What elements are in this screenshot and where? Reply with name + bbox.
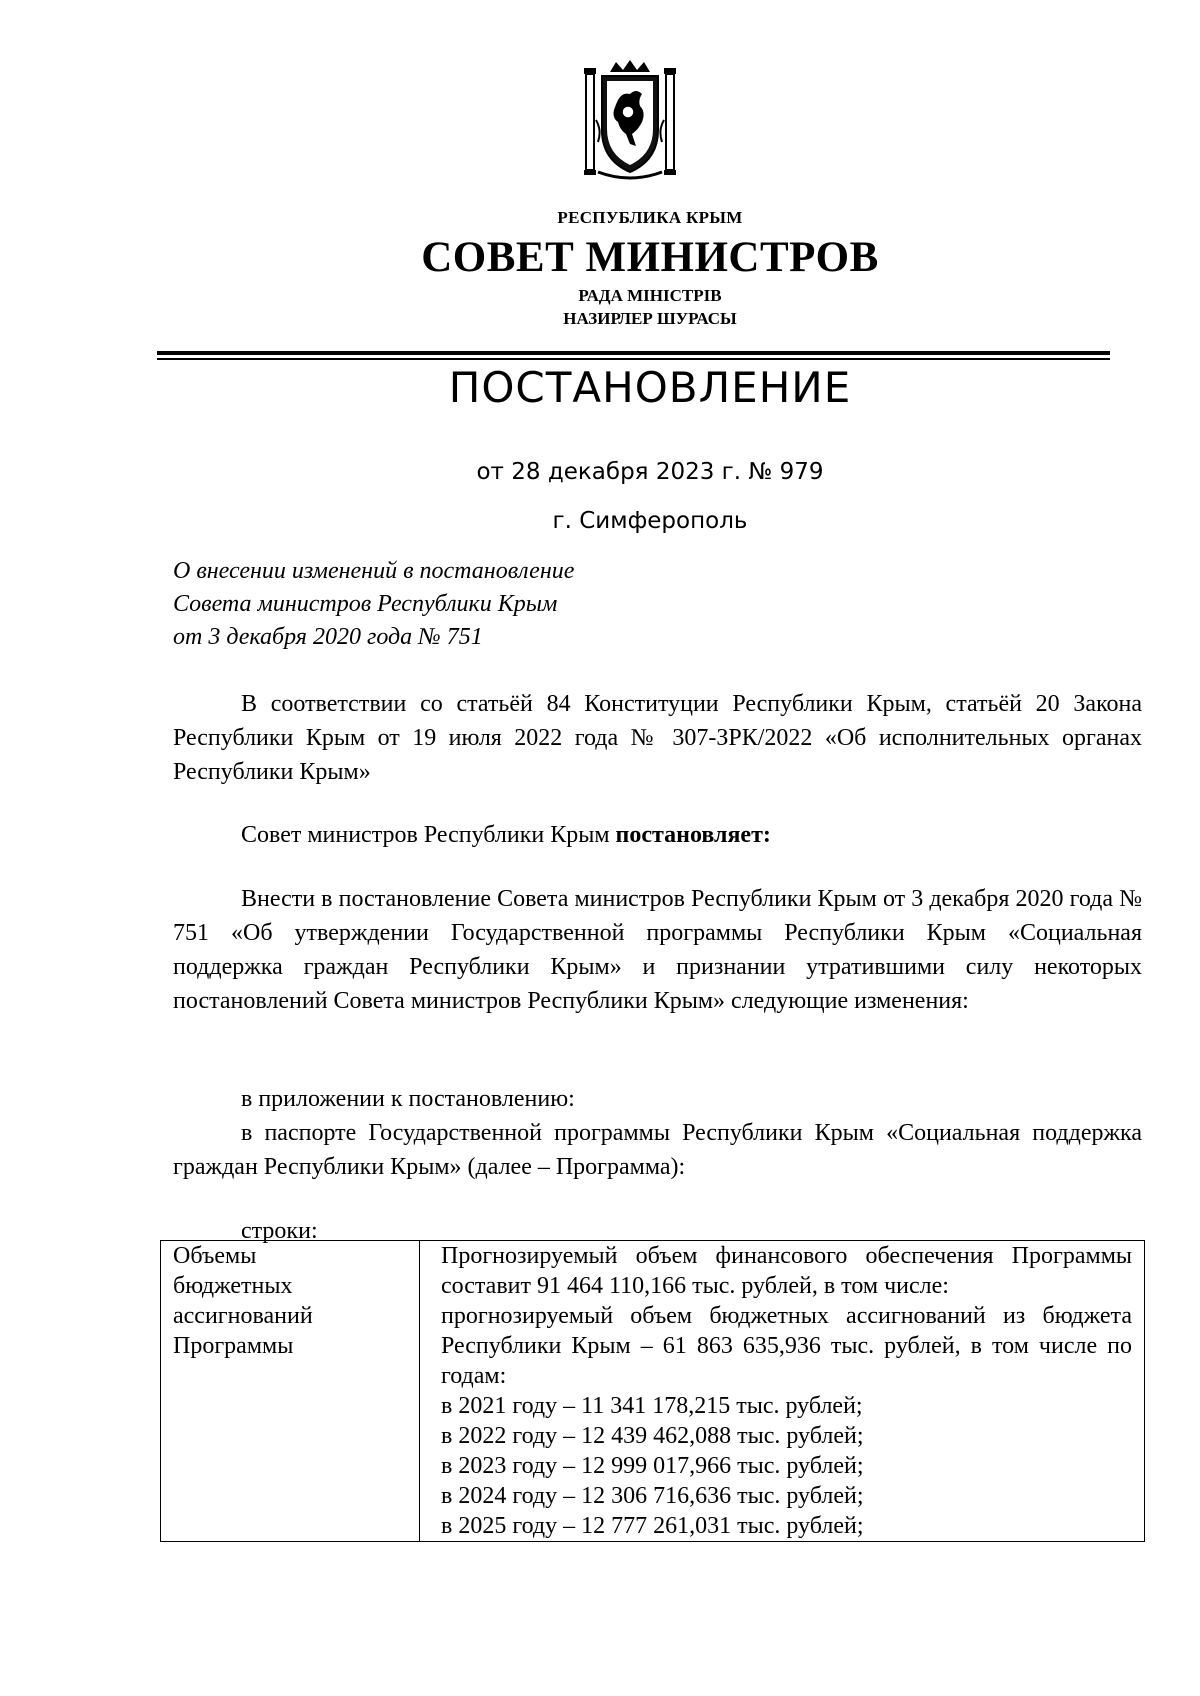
cell-label-line: ассигнований [173,1303,313,1329]
appendix-paragraph: в приложении к постановлению: [241,1086,575,1112]
program-funding-table [160,1240,1145,1542]
preamble-paragraph: В соответствии со статьёй 84 Конституции Республики Крым, статьёй 20 Закона Республики Крым от 19 июля 2022 года № 307-ЗРК/2022 «Об исполнительных органах Республики Крым» [173,691,1142,785]
header-divider-thin [157,358,1110,360]
cell-label-line: Объемы [173,1243,257,1269]
subject-line: от 3 декабря 2020 года № 751 [173,624,483,650]
document-date-number: от 28 декабря 2023 г. № 979 [476,459,824,485]
header-council-ua: РАДА МІНІСТРІВ [578,286,722,305]
funding-intro: Прогнозируемый объем финансового обеспечения Программы составит 91 464 110,166 тыс. рублей, в том числе: [441,1243,1132,1299]
coat-of-arms-emblem [582,60,678,184]
resolution-paragraph [173,818,1142,852]
header-council-crh: НАЗИРЛЕР ШУРАСЫ [563,309,737,328]
cell-label-line: бюджетных [173,1273,293,1299]
table-cell-label [161,1241,420,1542]
funding-budget: прогнозируемый объем бюджетных ассигнований из бюджета Республики Крым – 61 863 635,936 тыс. рублей, в том числе по годам: [441,1303,1132,1389]
header-council: СОВЕТ МИНИСТРОВ [421,234,879,281]
table-row [161,1241,1145,1542]
header-divider-thick [157,351,1110,355]
funding-year-line: в 2025 году – 12 777 261,031 тыс. рублей; [441,1513,864,1539]
document-title: ПОСТАНОВЛЕНИЕ [448,363,852,412]
document-city: г. Симферополь [552,508,748,534]
rows-label: строки: [241,1218,318,1244]
subject-line: Совета министров Республики Крым [173,591,558,617]
resolution-text: Совет министров Республики Крым [241,822,616,848]
resolution-verb: постановляет: [615,822,771,848]
amendment-paragraph: Внести в постановление Совета министров Республики Крым от 3 декабря 2020 года № 751 «Об утверждении Государственной программы Республики Крым «Социальная поддержка граждан Республики Крым» и признании утратившими силу некоторых постановлений Совета министров Республики Крым» следующие изменения: [173,886,1142,1014]
funding-year-line: в 2022 году – 12 439 462,088 тыс. рублей; [441,1423,864,1449]
document-subject [173,555,574,654]
passport-paragraph: в паспорте Государственной программы Республики Крым «Социальная поддержка граждан Республики Крым» (далее – Программа): [173,1120,1142,1180]
funding-year-line: в 2021 году – 11 341 178,215 тыс. рублей; [441,1393,863,1419]
subject-line: О внесении изменений в постановление [173,558,575,584]
funding-year-line: в 2023 году – 12 999 017,966 тыс. рублей; [441,1453,864,1479]
funding-year-line: в 2024 году – 12 306 716,636 тыс. рублей; [441,1483,864,1509]
header-republic: РЕСПУБЛИКА КРЫМ [557,208,743,227]
cell-label-line: Программы [173,1333,294,1359]
table-cell-content [420,1241,1145,1542]
